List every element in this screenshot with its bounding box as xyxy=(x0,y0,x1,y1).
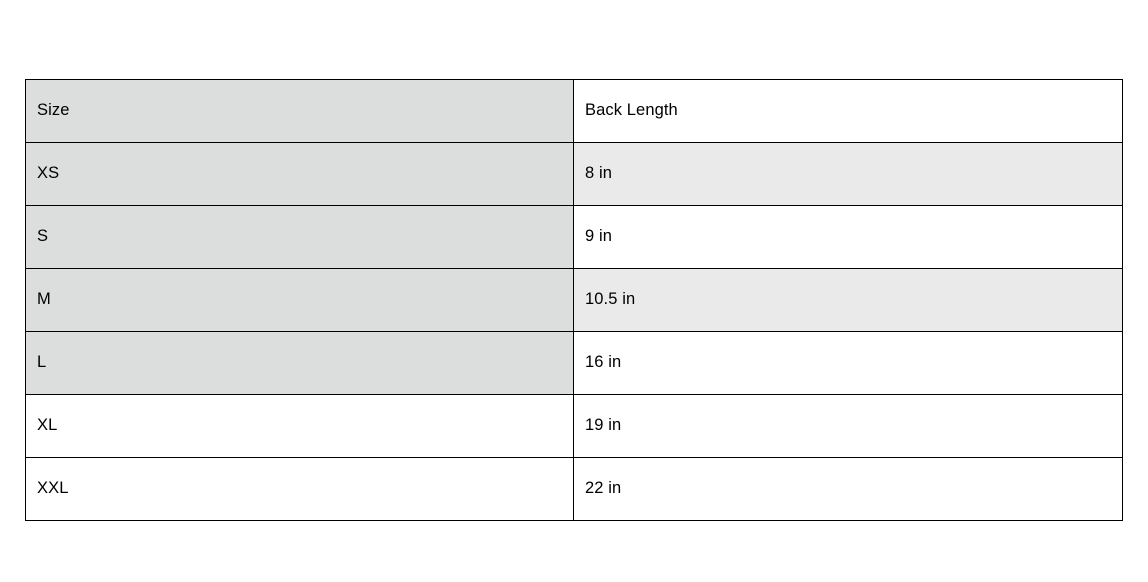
cell-size: XL xyxy=(26,395,574,458)
size-chart-container xyxy=(25,79,1122,521)
cell-back-length: 10.5 in xyxy=(574,269,1123,332)
size-chart-table xyxy=(25,79,1123,521)
table-row xyxy=(26,206,1123,269)
column-header-back-length: Back Length xyxy=(574,80,1123,143)
table-row xyxy=(26,332,1123,395)
cell-size: XXL xyxy=(26,458,574,521)
cell-back-length: 16 in xyxy=(574,332,1123,395)
cell-back-length: 22 in xyxy=(574,458,1123,521)
table-row xyxy=(26,269,1123,332)
cell-size: S xyxy=(26,206,574,269)
cell-back-length: 19 in xyxy=(574,395,1123,458)
table-row xyxy=(26,458,1123,521)
table-row xyxy=(26,395,1123,458)
cell-size: L xyxy=(26,332,574,395)
cell-size: XS xyxy=(26,143,574,206)
table-header-row xyxy=(26,80,1123,143)
column-header-size: Size xyxy=(26,80,574,143)
cell-back-length: 8 in xyxy=(574,143,1123,206)
cell-back-length: 9 in xyxy=(574,206,1123,269)
table-row xyxy=(26,143,1123,206)
cell-size: M xyxy=(26,269,574,332)
